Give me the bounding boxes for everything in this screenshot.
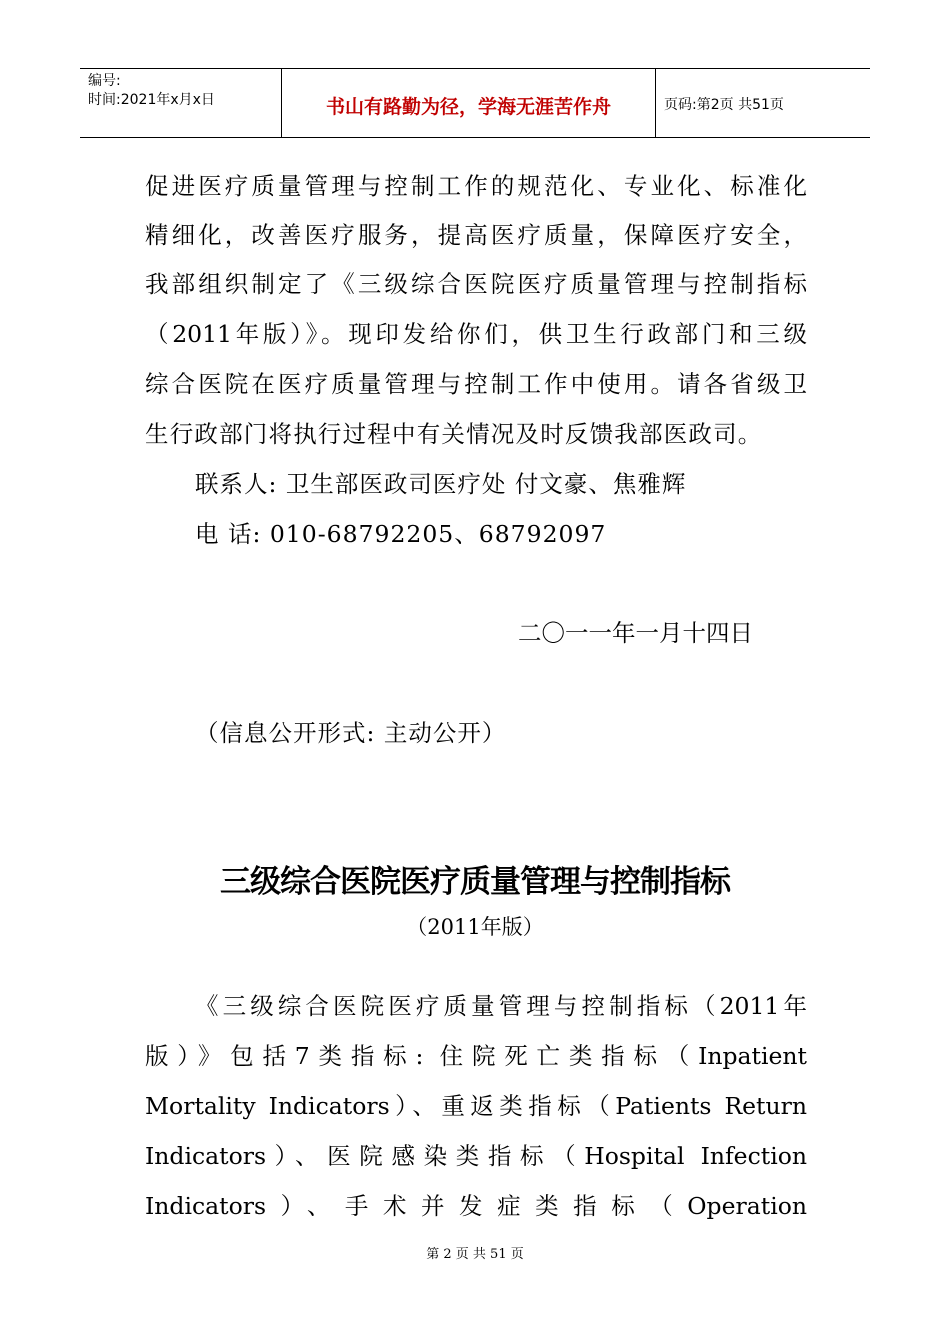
- body-line: 我部组织制定了《三级综合医院医疗质量管理与控制指标: [145, 270, 807, 298]
- phone-line: 电 话: 010-68792205、68792097: [195, 520, 607, 548]
- body-line: 促进医疗质量管理与控制工作的规范化、专业化、标准化: [145, 172, 807, 200]
- issue-date: 二〇一一年一月十四日: [518, 619, 753, 647]
- section-line: 《三级综合医院医疗质量管理与控制指标（2011年: [195, 992, 807, 1020]
- header-motto-cell: [282, 69, 656, 137]
- header-page-cell: [656, 69, 870, 137]
- page-header: [80, 68, 870, 138]
- section-subtitle: （2011年版）: [406, 915, 544, 939]
- header-motto: 书山有路勤为径，学海无涯苦作舟: [325, 95, 611, 118]
- body-line: 精细化，改善医疗服务，提高医疗质量，保障医疗安全，: [145, 221, 807, 249]
- section-line: Indicators）、医院感染类指标（Hospital Infection: [145, 1142, 807, 1170]
- header-meta-cell: [80, 69, 282, 137]
- section-line: 版）》包括7类指标: 住院死亡类指标（Inpatient: [145, 1042, 807, 1070]
- section-line: Mortality Indicators）、重返类指标（Patients Return: [145, 1092, 807, 1120]
- body-line: 生行政部门将执行过程中有关情况及时反馈我部医政司。: [145, 420, 763, 448]
- section-line: Indicators）、手术并发症类指标（Operation: [145, 1192, 807, 1220]
- document-time-label: 时间:2021年x月x日: [88, 92, 215, 108]
- body-line: 综合医院在医疗质量管理与控制工作中使用。请各省级卫: [145, 370, 807, 398]
- disclosure-note: （信息公开形式: 主动公开）: [195, 719, 507, 747]
- section-title: 三级综合医院医疗质量管理与控制指标: [220, 864, 730, 900]
- document-number-label: 编号:: [88, 73, 121, 89]
- contact-line: 联系人: 卫生部医政司医疗处 付文豪、焦雅辉: [195, 470, 687, 498]
- page-footer: 第 2 页 共 51 页: [426, 1247, 524, 1262]
- header-page-label: 页码:第2页 共51页: [664, 97, 784, 113]
- body-line: （2011年版）》。现印发给你们，供卫生行政部门和三级: [145, 320, 807, 348]
